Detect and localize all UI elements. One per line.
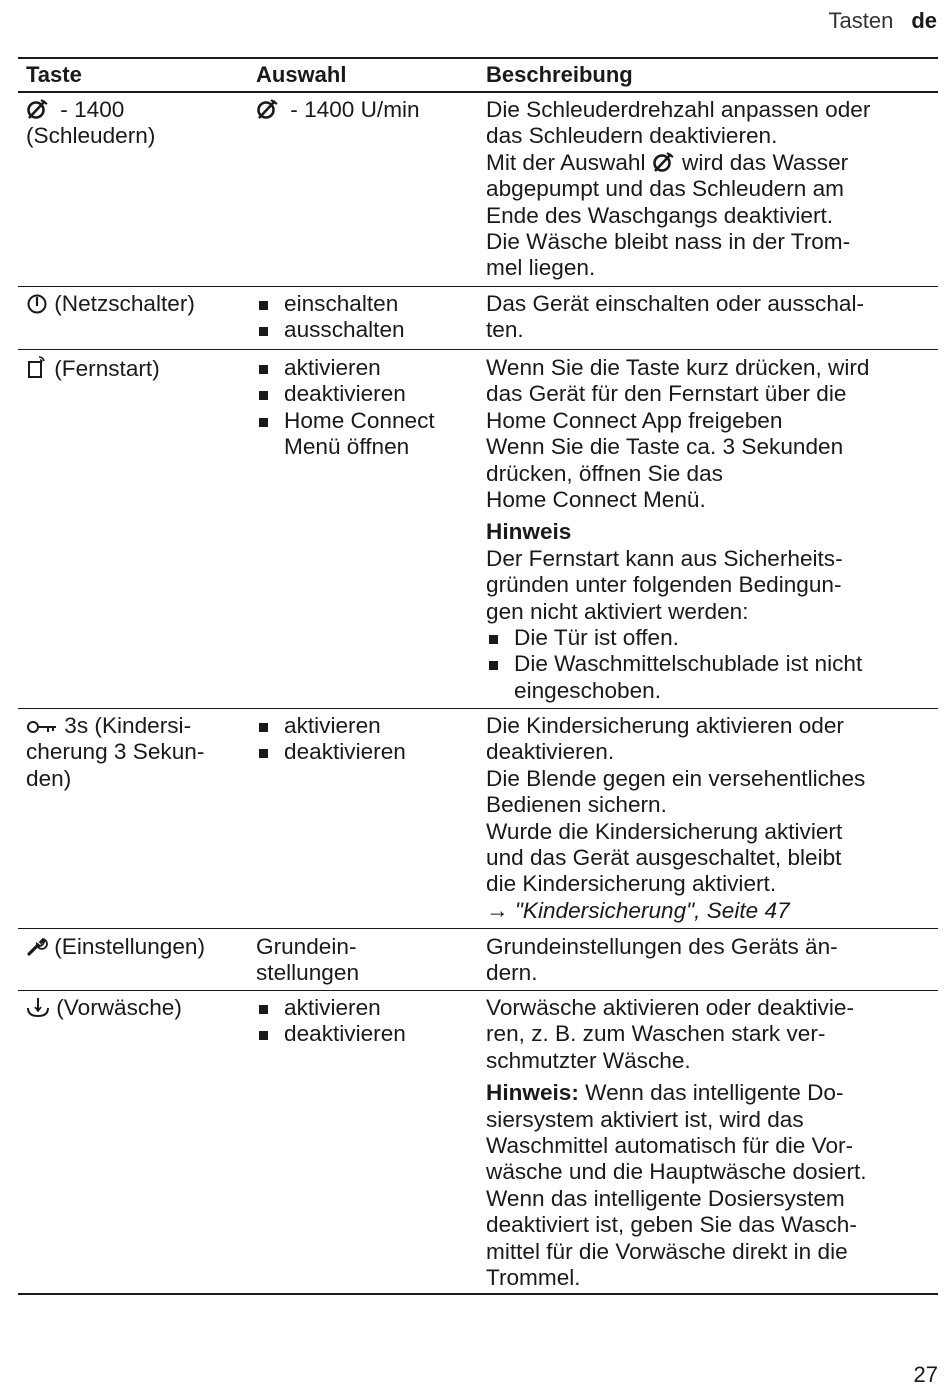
desc-line: schmutzter Wäsche. bbox=[486, 1047, 691, 1073]
key-label: (Einstellungen) bbox=[48, 934, 205, 959]
key-label: (Netzschalter) bbox=[48, 291, 195, 316]
selection-item: deaktivieren bbox=[256, 381, 478, 407]
spin-icon bbox=[26, 98, 50, 120]
note-line: mittel für die Vorwäsche direkt in die bbox=[486, 1238, 848, 1264]
row-divider bbox=[18, 349, 938, 350]
desc-line: Wurde die Kindersicherung aktiviert bbox=[486, 818, 843, 844]
selection-cell bbox=[256, 291, 478, 344]
desc-line: das Schleudern deaktivieren. bbox=[486, 123, 778, 149]
key-cell bbox=[26, 291, 248, 317]
desc-line: drücken, öffnen Sie das bbox=[486, 460, 723, 486]
wrench-icon bbox=[26, 935, 48, 957]
selection-cell bbox=[256, 995, 478, 1048]
note-bullet-cont: eingeschoben. bbox=[514, 677, 661, 703]
prewash-icon bbox=[26, 996, 50, 1018]
desc-line: Die Schleuderdrehzahl anpassen oder bbox=[486, 97, 871, 122]
section-title: Tasten bbox=[828, 8, 894, 33]
desc-line: Home Connect Menü. bbox=[486, 487, 706, 513]
remote-start-icon bbox=[26, 355, 48, 379]
note-title: Hinweis bbox=[486, 519, 572, 545]
note-line: deaktiviert ist, geben Sie das Wasch- bbox=[486, 1212, 857, 1238]
note-line: Trommel. bbox=[486, 1265, 581, 1291]
note-line: Wenn das intelligente Dosiersystem bbox=[486, 1185, 845, 1211]
desc-line: abgepumpt und das Schleudern am bbox=[486, 176, 844, 202]
desc-line: und das Gerät ausgeschaltet, bleibt bbox=[486, 845, 842, 871]
table-bottom-rule bbox=[18, 1293, 938, 1295]
key-cell bbox=[26, 934, 248, 960]
selection-item: einschalten bbox=[256, 291, 478, 317]
key-label: - 1400 bbox=[54, 97, 125, 122]
desc-line: wird das Wasser bbox=[675, 149, 849, 175]
note-line: wäsche und die Hauptwäsche dosiert. bbox=[486, 1159, 867, 1185]
desc-line: Die Blende gegen ein versehentliches bbox=[486, 765, 866, 791]
selection-item: deaktivieren bbox=[256, 1021, 478, 1047]
key-label: (Vorwäsche) bbox=[50, 995, 182, 1020]
key-label: den) bbox=[26, 765, 72, 791]
col-header-auswahl: Auswahl bbox=[256, 62, 347, 87]
description-cell bbox=[486, 713, 938, 924]
key-label: (Schleudern) bbox=[26, 123, 156, 149]
table-header bbox=[18, 60, 938, 90]
desc-line: Die Wäsche bleibt nass in der Trom- bbox=[486, 229, 851, 255]
note-line: Wenn das intelligente Do- bbox=[578, 1080, 844, 1106]
selection-label: Grundein- bbox=[256, 934, 357, 959]
description-cell bbox=[486, 995, 938, 1291]
spin-icon bbox=[256, 98, 280, 120]
power-icon bbox=[26, 292, 48, 314]
spin-icon bbox=[652, 151, 676, 173]
desc-line: Ende des Waschgangs deaktiviert. bbox=[486, 202, 834, 228]
row-divider bbox=[18, 708, 938, 709]
selection-cell bbox=[256, 713, 478, 766]
desc-line: das Gerät für den Fernstart über die bbox=[486, 381, 847, 407]
description-cell bbox=[486, 355, 938, 704]
key-cell bbox=[26, 995, 248, 1021]
cross-reference-link[interactable]: → "Kindersicherung", Seite 47 bbox=[486, 897, 790, 923]
header-rule bbox=[18, 91, 938, 93]
table-top-rule bbox=[18, 57, 938, 59]
desc-line: die Kindersicherung aktiviert. bbox=[486, 871, 777, 897]
page-header bbox=[828, 8, 937, 34]
desc-line: Wenn Sie die Taste kurz drücken, wird bbox=[486, 355, 870, 380]
desc-line: Bedienen sichern. bbox=[486, 792, 667, 818]
language-code: de bbox=[911, 8, 937, 33]
note-line: Der Fernstart kann aus Sicherheits- bbox=[486, 545, 843, 571]
description-cell bbox=[486, 97, 938, 282]
desc-line: dern. bbox=[486, 960, 538, 986]
row-divider bbox=[18, 928, 938, 929]
key-cell bbox=[26, 355, 248, 382]
col-header-taste: Taste bbox=[26, 62, 82, 87]
selection-cell bbox=[256, 355, 478, 461]
selection-item: aktivieren bbox=[256, 713, 478, 739]
selection-cell bbox=[256, 97, 478, 123]
note-line: siersystem aktiviert ist, wird das bbox=[486, 1106, 804, 1132]
selection-cell bbox=[256, 934, 478, 987]
row-divider bbox=[18, 286, 938, 287]
desc-line: Die Kindersicherung aktivieren oder bbox=[486, 713, 844, 738]
selection-item: ausschalten bbox=[256, 317, 478, 343]
desc-line: deaktivieren. bbox=[486, 739, 615, 765]
note-line: gen nicht aktiviert werden: bbox=[486, 598, 749, 624]
description-cell bbox=[486, 291, 938, 344]
selection-item-cont: Menü öffnen bbox=[284, 434, 410, 460]
note-bullet: Die Tür ist offen. bbox=[486, 625, 938, 651]
desc-line: Home Connect App freigeben bbox=[486, 407, 783, 433]
key-label: cherung 3 Sekun- bbox=[26, 739, 205, 765]
desc-line: ten. bbox=[486, 317, 524, 343]
desc-line: ren, z. B. zum Waschen stark ver- bbox=[486, 1021, 826, 1047]
selection-label: stellungen bbox=[256, 960, 360, 986]
note-title: Hinweis: bbox=[486, 1080, 579, 1106]
col-header-beschreibung: Beschreibung bbox=[486, 62, 633, 87]
desc-line: Vorwäsche aktivieren oder deaktivie- bbox=[486, 995, 854, 1020]
desc-line: mel liegen. bbox=[486, 255, 596, 281]
desc-line: Mit der Auswahl bbox=[486, 149, 652, 175]
selection-item: aktivieren bbox=[256, 995, 478, 1021]
selection-item: aktivieren bbox=[256, 355, 478, 381]
row-divider bbox=[18, 990, 938, 991]
desc-line: Wenn Sie die Taste ca. 3 Sekunden bbox=[486, 434, 844, 460]
key-label: (Fernstart) bbox=[48, 356, 160, 381]
key-label: 3s (Kindersi- bbox=[58, 713, 192, 738]
key-cell bbox=[26, 713, 248, 792]
selection-item: Home Connect bbox=[256, 408, 478, 434]
desc-line: Grundeinstellungen des Geräts än- bbox=[486, 934, 838, 959]
description-cell bbox=[486, 934, 938, 987]
selection-label: - 1400 U/min bbox=[284, 97, 420, 122]
note-line: gründen unter folgenden Bedingun- bbox=[486, 572, 842, 598]
note-bullet: Die Waschmittelschublade ist nicht bbox=[486, 651, 938, 677]
page-number: 27 bbox=[913, 1362, 938, 1387]
key-lock-icon bbox=[26, 718, 58, 736]
selection-item: deaktivieren bbox=[256, 739, 478, 765]
key-cell bbox=[26, 97, 248, 150]
desc-line: Das Gerät einschalten oder ausschal- bbox=[486, 291, 865, 316]
note-line: Waschmittel automatisch für die Vor- bbox=[486, 1133, 854, 1159]
